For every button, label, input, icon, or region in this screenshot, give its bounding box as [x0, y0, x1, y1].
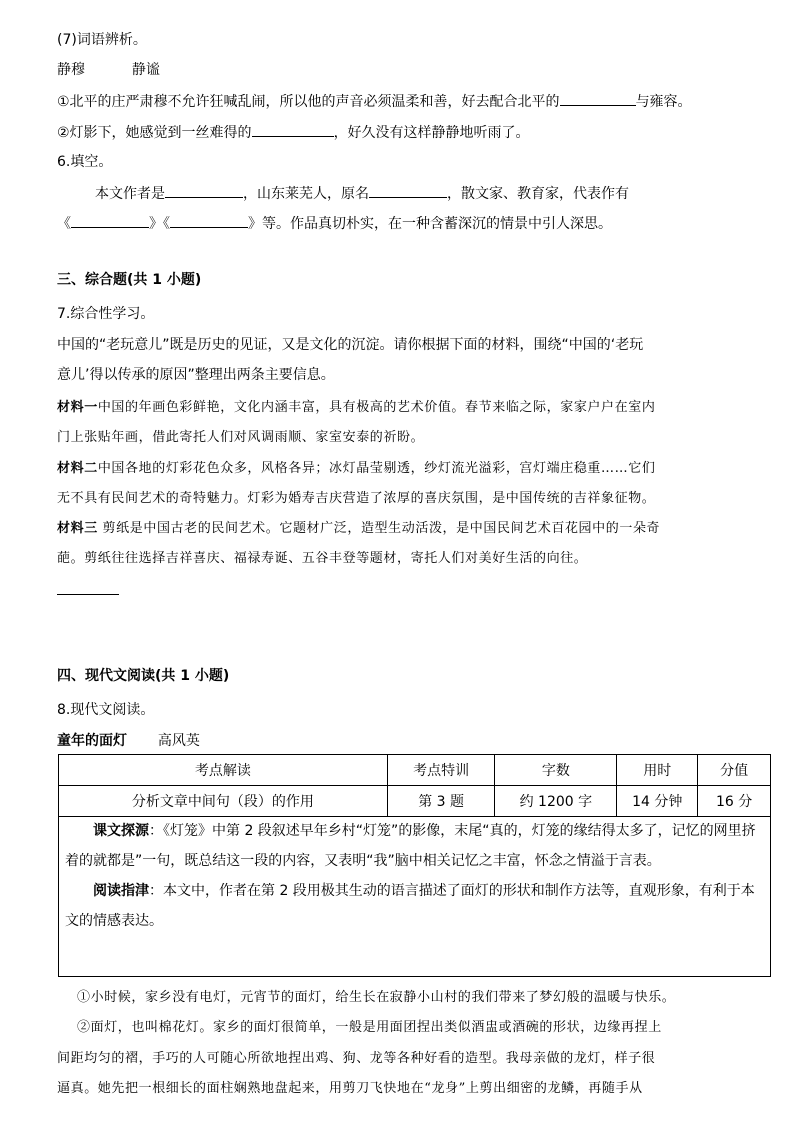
answer-blank[interactable] — [369, 182, 447, 198]
table-header-cell: 用时 — [617, 755, 698, 786]
material-label: 材料一 — [57, 400, 98, 415]
table-header-cell: 分值 — [698, 755, 771, 786]
table-cell: 约 1200 字 — [495, 786, 617, 817]
article-paragraph-2-line-3: 逼真。她先把一根细长的面柱娴熟地盘起来，用剪刀飞快地在“龙身”上剪出细密的龙鳞，再随手从 — [57, 1081, 643, 1096]
table-cell: 16 分 — [698, 786, 771, 817]
article-paragraph-2-line-2: 间距均匀的褶，手巧的人可随心所欲地捏出鸡、狗、龙等各种好看的造型。我母亲做的龙灯，样子很 — [57, 1051, 656, 1066]
table-cell: 14 分钟 — [617, 786, 698, 817]
answer-blank[interactable] — [252, 121, 334, 137]
material-label: 材料二 — [57, 461, 98, 476]
material-1-line-2: 门上张贴年画，借此寄托人们对风调雨顺、家室安泰的祈盼。 — [57, 430, 425, 445]
material-3-line-1 — [57, 519, 660, 539]
q6-line-2 — [57, 212, 612, 234]
material-1-line-1 — [57, 398, 655, 418]
answer-blank[interactable] — [71, 212, 149, 228]
source-label: 课文探源 — [93, 823, 149, 839]
q6-text: ，山东莱芜人，原名 — [243, 186, 369, 202]
table-row — [59, 786, 771, 817]
sentence-text: ①北平的庄严肃穆不允许狂喊乱闹，所以他的声音必须温柔和善，好去配合北平的 — [57, 94, 560, 110]
material-text: 中国各地的灯彩花色众多，风格各异；冰灯晶莹剔透，纱灯流光溢彩，宫灯端庄稳重……它们 — [97, 461, 656, 476]
source-note — [59, 816, 770, 876]
q7-title: 7.综合性学习。 — [57, 306, 155, 322]
article-header — [57, 731, 200, 751]
material-text: 中国的年画色彩鲜艳，文化内涵丰富，具有极高的艺术价值。春节来临之际，家家户户在室内 — [97, 400, 656, 415]
source-text: ：《灯笼》中第 2 段叙述早年乡村“灯笼”的影像，末尾“真的，灯笼的缘结得太多了，记忆的网里挤着的就都是”一句，既总结这一段的内容，又表明“我”脑中相关记忆之丰富，怀念之情溢于言表。 — [65, 823, 756, 869]
material-label: 材料三 — [57, 521, 98, 536]
article-author: 高风英 — [157, 733, 200, 749]
q6-title: 6.填空。 — [57, 154, 113, 170]
material-3-line-2: 葩。剪纸往往选择吉祥喜庆、福禄寿诞、五谷丰登等题材，寄托人们对美好生活的向往。 — [57, 551, 588, 566]
q7-intro-line-2: 意儿’得以传承的原因”整理出两条主要信息。 — [57, 367, 335, 383]
sentence-text: 与雍容。 — [635, 94, 692, 110]
sentence-text: ②灯影下，她感觉到一丝难得的 — [57, 125, 252, 141]
q6-text: 本文作者是 — [95, 186, 165, 202]
vocab-word-options — [57, 60, 160, 80]
table-header-cell: 考点特训 — [387, 755, 495, 786]
material-2-line-2: 无不具有民间艺术的奇特魅力。灯彩为婚寿吉庆营造了浓厚的喜庆氛围，是中国传统的吉祥象征物。 — [57, 491, 656, 506]
article-paragraph-2-line-1: ②面灯，也叫棉花灯。家乡的面灯很简单，一般是用面团捏出类似酒盅或酒碗的形状，边缘再捏上 — [77, 1020, 662, 1035]
answer-blank[interactable] — [165, 182, 243, 198]
sentence-text: ，好久没有这样静静地听雨了。 — [333, 125, 530, 141]
section3-heading: 三、综合题(共 1 小题) — [57, 272, 202, 288]
article-title: 童年的面灯 — [57, 733, 127, 749]
exam-point-table — [58, 754, 771, 817]
table-header-row — [59, 755, 771, 786]
guide-label: 阅读指津 — [93, 883, 149, 899]
table-notes — [58, 816, 771, 977]
q6-text: 《 — [57, 216, 71, 232]
answer-blank[interactable] — [170, 212, 248, 228]
material-text: 剪纸是中国古老的民间艺术。它题材广泛，造型生动活泼，是中国民间艺术百花园中的一朵奇 — [97, 521, 661, 536]
answer-line[interactable] — [57, 594, 119, 595]
article-paragraph-1: ①小时候，家乡没有电灯，元宵节的面灯，给生长在寂静小山村的我们带来了梦幻般的温暖与快乐。 — [77, 990, 676, 1005]
q6-text: 》《 — [149, 216, 170, 232]
guide-text: ：本文中，作者在第 2 段用极其生动的语言描述了面灯的形状和制作方法等，直观形象，有利于本文的情感表达。 — [65, 883, 755, 929]
material-2-line-1 — [57, 459, 655, 479]
table-header-cell: 考点解读 — [59, 755, 388, 786]
q7-intro-line-1: 中国的“老玩意儿”既是历史的见证，又是文化的沉淀。请你根据下面的材料，围绕“中国的‘老玩 — [57, 337, 644, 353]
word-option-2: 静谧 — [131, 62, 160, 78]
table-cell: 分析文章中间句（段）的作用 — [59, 786, 388, 817]
guide-note — [59, 876, 770, 936]
vocab-sentence-2 — [57, 121, 530, 143]
q6-text: 》等。作品真切朴实，在一种含蓄深沉的情景中引人深思。 — [248, 216, 612, 232]
table-header-cell: 字数 — [495, 755, 617, 786]
vocab-sentence-1 — [57, 90, 692, 112]
q8-title: 8.现代文阅读。 — [57, 702, 155, 718]
word-option-1: 静穆 — [57, 62, 85, 78]
vocab-question-title: (7)词语辨析。 — [57, 32, 147, 48]
q6-text: ，散文家、教育家，代表作有 — [447, 186, 629, 202]
answer-blank[interactable] — [560, 90, 636, 106]
q6-line-1 — [95, 182, 629, 204]
table-cell: 第 3 题 — [387, 786, 495, 817]
section4-heading: 四、现代文阅读(共 1 小题) — [57, 668, 230, 684]
